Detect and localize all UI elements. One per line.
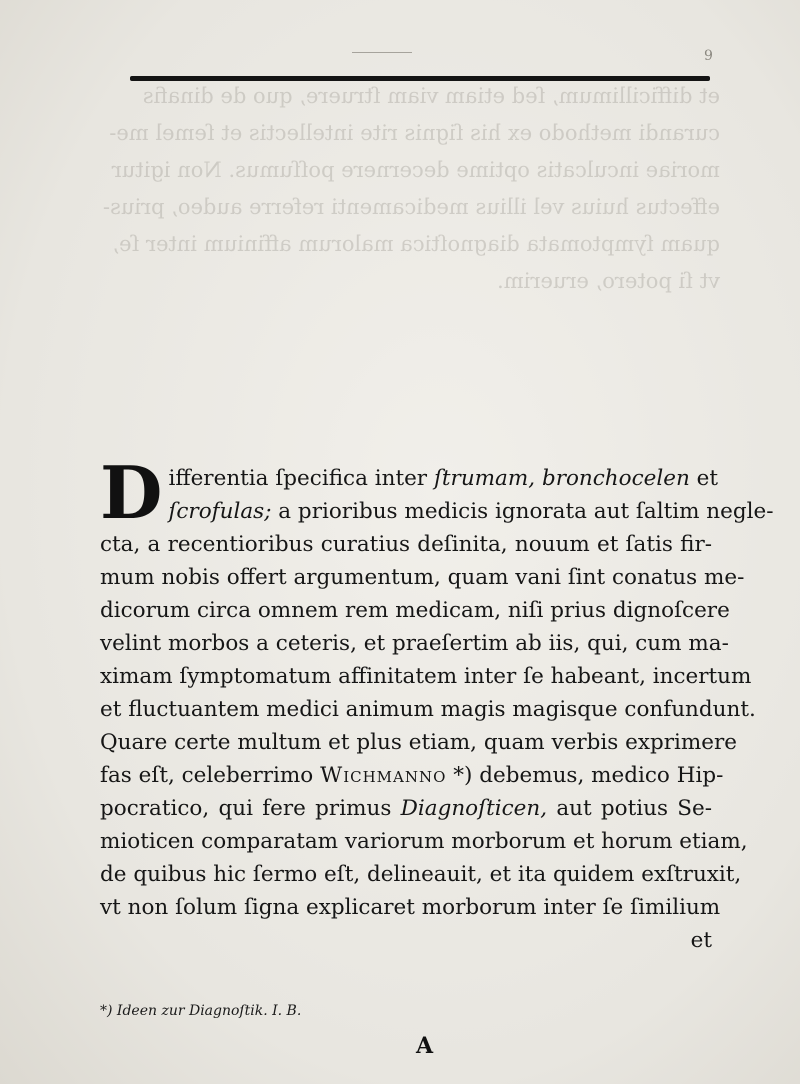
text-line: velint morbos a ceteris, et praeſertim ab iis, qui, cum ma- [100,631,729,656]
text-line [100,759,724,792]
ghost-line: effectus huius vel illius medicamenti referre audeo, prius- [102,195,720,219]
text-fragment: *) debemus, medico Hip- [446,763,724,788]
text-line [100,495,774,528]
ghost-line: et difficillimum, ſed etiam viam ſtruere, quo de dinafis [142,84,720,108]
text-fragment: pocratico, qui fere primus [100,796,401,821]
text-line [100,462,719,495]
italic-term: ſtrumam, [433,466,536,491]
italic-term: Diagnoſticen, [400,796,548,821]
ghost-line: quam ſymptomata diagnoſtica malorum affinium inter ſe, [112,232,720,256]
text-line: vt non ſolum ſigna explicaret morborum inter ſe ſimilium [100,895,721,920]
text-line: cta, a recentioribus curatius deſinita, nouum et ſatis fir- [100,532,712,557]
text-fragment: ifferentia ſpecifica inter [168,466,434,491]
text-fragment: fas eſt, celeberrimo [100,763,321,788]
text-line: mum nobis offert argumentum, quam vani ſint conatus me- [100,565,745,590]
page-number: 9 [704,48,713,64]
drop-cap: D [100,450,163,535]
text-line: dicorum circa omnem rem medicam, niſi prius dignoſcere [100,598,730,623]
text-line: de quibus hic ſermo eſt, delineauit, et ita quidem exſtruxit, [100,862,742,887]
italic-term: bronchocelen [541,466,690,491]
text-fragment: aut potius Se- [547,796,712,821]
catchword: et [690,928,712,953]
footnote: *) Ideen zur Diagnoſtik. I. B. [100,1003,302,1019]
text-line: Quare certe multum et plus etiam, quam verbis exprimere [100,730,738,755]
text-line [100,792,712,825]
show-through-text [100,78,720,300]
text-fragment: et [689,466,719,491]
ghost-line: curandi methodo ex his ſignis rite intellectis et ſemel me- [109,121,720,145]
main-text-block [100,450,774,957]
ghost-line: vt ſi potero, eruerim. [497,269,720,293]
ghost-line: moriae inculcatis optime decernere poſſumus. Non igitur [111,158,720,182]
faint-header-line [352,52,412,53]
italic-term: ſcrofulas; [168,499,272,524]
author-name: Wichmanno [320,763,447,788]
text-fragment: a prioribus medicis ignorata aut ſaltim negle- [278,499,774,524]
text-line: mioticen comparatam variorum morborum et horum etiam, [100,829,748,854]
text-line: ximam ſymptomatum affinitatem inter ſe habeant, incertum [100,664,752,689]
signature-mark: A [416,1033,434,1059]
text-line: et fluctuantem medici animum magis magisque confundunt. [100,697,756,722]
